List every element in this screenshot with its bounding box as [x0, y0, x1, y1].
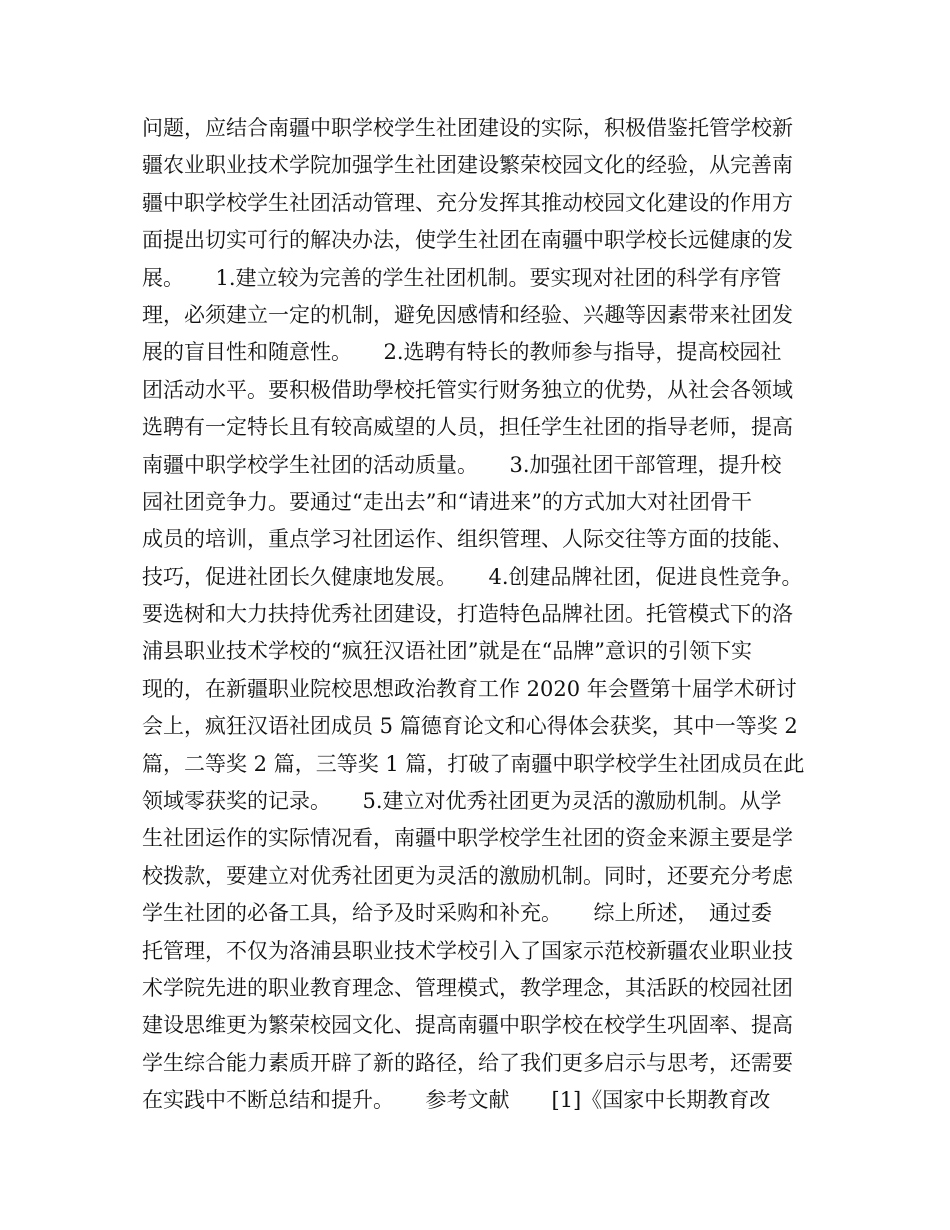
text-line: 学生社团的必备工具，给予及时采购和补充。 综上所述， 通过委	[142, 901, 772, 926]
text-line: 托管理，不仅为洛浦县职业技术学校引入了国家示范校新疆农业职业技	[142, 938, 793, 963]
text-line: 选聘有一定特长且有较高威望的人员，担任学生社团的指导老师，提高	[142, 415, 793, 440]
body-text	[142, 110, 842, 1120]
text-line: 园社团竞争力。要通过“走出去”和“请进来”的方式加大对社团骨干	[142, 489, 752, 514]
text-line: 要选树和大力扶持优秀社团建设，打造特色品牌社团。托管模式下的洛	[142, 602, 793, 627]
text-line: 会上，疯狂汉语社团成员 5 篇德育论文和心得体会获奖，其中一等奖 2	[142, 714, 798, 739]
text-line: 疆中职学校学生社团活动管理、充分发挥其推动校园文化建设的作用方	[142, 190, 793, 215]
text-line: 生社团运作的实际情况看，南疆中职学校学生社团的资金来源主要是学	[142, 826, 793, 851]
text-line: 技巧，促进社团长久健康地发展。 4.创建品牌社团，促进良性竞争。	[142, 564, 803, 589]
text-line: 校拨款，要建立对优秀社团更为灵活的激励机制。同时，还要充分考虑	[142, 863, 793, 888]
text-line: 在实践中不断总结和提升。 参考文献 [1]《国家中长期教育改	[142, 1088, 771, 1113]
text-line: 理，必须建立一定的机制，避免因感情和经验、兴趣等因素带来社团发	[142, 302, 793, 327]
text-line: 面提出切实可行的解决办法，使学生社团在南疆中职学校长远健康的发	[142, 228, 793, 253]
text-line: 篇，二等奖 2 篇，三等奖 1 篇，打破了南疆中职学校学生社团成员在此	[142, 751, 805, 776]
text-line: 浦县职业技术学校的“疯狂汉语社团”就是在“品牌”意识的引领下实	[142, 639, 752, 664]
text-line: 学生综合能力素质开辟了新的路径，给了我们更多启示与思考，还需要	[142, 1050, 793, 1075]
text-line: 团活动水平。要积极借助學校托管实行财务独立的优势，从社会各领域	[142, 377, 793, 402]
text-line: 疆农业职业技术学院加强学生社团建设繁荣校园文化的经验，从完善南	[142, 153, 793, 178]
text-line: 展。 1.建立较为完善的学生社团机制。要实现对社团的科学有序管	[142, 265, 782, 290]
text-line: 领域零获奖的记录。 5.建立对优秀社团更为灵活的激励机制。从学	[142, 789, 782, 814]
text-line: 成员的培训，重点学习社团运作、组织管理、人际交往等方面的技能、	[142, 527, 793, 552]
text-line: 问题，应结合南疆中职学校学生社团建设的实际，积极借鉴托管学校新	[142, 116, 793, 140]
text-line: 南疆中职学校学生社团的活动质量。 3.加强社团干部管理，提升校	[142, 452, 782, 477]
text-line: 建设思维更为繁荣校园文化、提高南疆中职学校在校学生巩固率、提高	[142, 1013, 793, 1038]
text-line: 现的，在新疆职业院校思想政治教育工作 2020 年会暨第十届学术研讨	[142, 676, 797, 701]
text-line: 展的盲目性和随意性。 2.选聘有特长的教师参与指导，提高校园社	[142, 340, 782, 365]
text-line: 术学院先进的职业教育理念、管理模式，教学理念，其活跃的校园社团	[142, 975, 793, 1000]
